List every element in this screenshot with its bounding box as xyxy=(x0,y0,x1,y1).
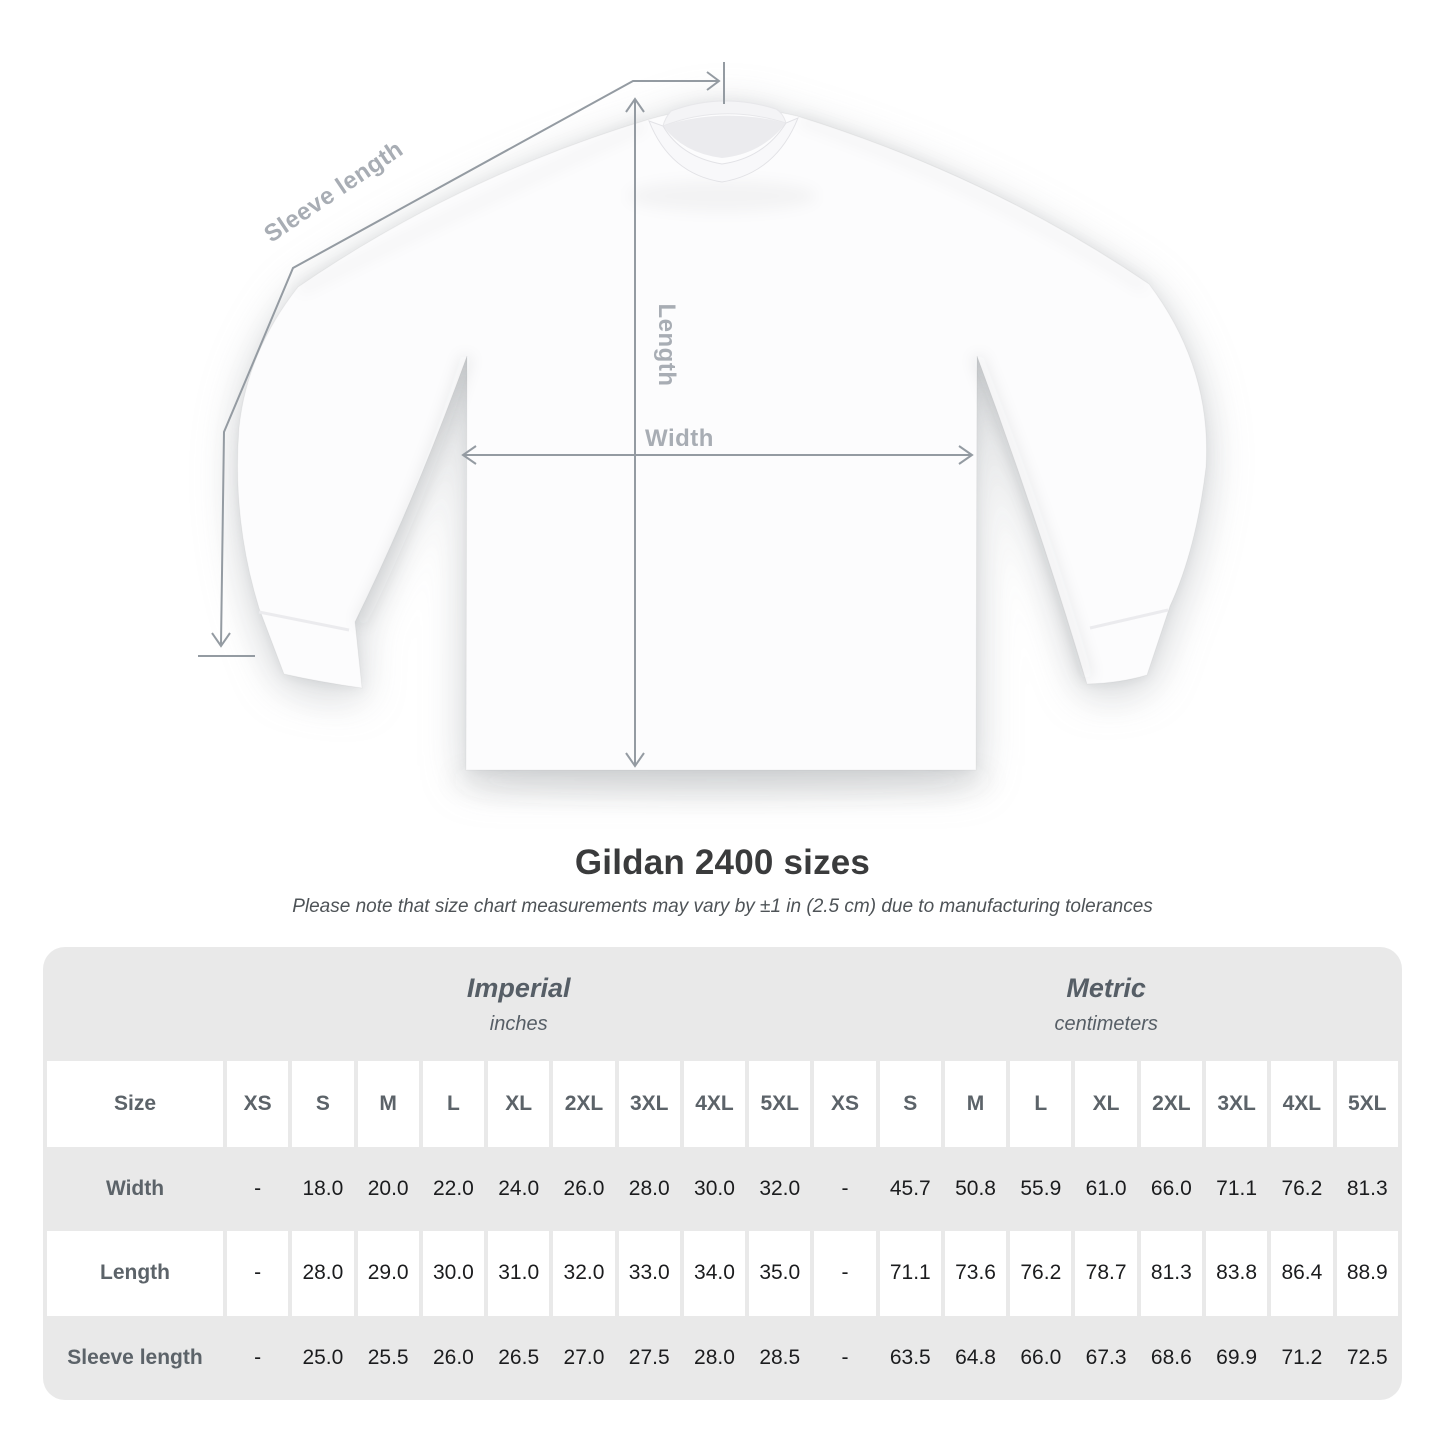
metric-value: 69.9 xyxy=(1216,1345,1258,1369)
imperial-value: 28.0 xyxy=(292,1231,353,1315)
metric-value: 83.8 xyxy=(1206,1231,1267,1315)
measurement-label: Width xyxy=(105,1177,165,1201)
metric-unit: centimeters xyxy=(1054,1012,1158,1035)
table-body xyxy=(47,1147,1398,1400)
metric-value: 76.2 xyxy=(1010,1231,1071,1315)
metric-value: 64.8 xyxy=(955,1345,996,1369)
imperial-value: 28.0 xyxy=(694,1345,735,1369)
metric-value: 72.5 xyxy=(1346,1345,1388,1369)
imperial-value: - xyxy=(254,1345,262,1369)
size-header-metric: 5XL xyxy=(1337,1061,1398,1147)
size-header-metric: 4XL xyxy=(1271,1061,1332,1147)
imperial-value: 32.0 xyxy=(553,1231,614,1315)
tolerance-note: Please note that size chart measurements may vary by ±1 in (2.5 cm) due to manufacturing tolerances xyxy=(292,896,1153,917)
imperial-value: 27.5 xyxy=(628,1345,670,1369)
size-column-label: Size xyxy=(47,1061,223,1147)
size-header-metric: 3XL xyxy=(1206,1061,1267,1147)
size-header-metric: XL xyxy=(1075,1061,1136,1147)
shirt-illustration xyxy=(238,101,1207,770)
imperial-value: 18.0 xyxy=(302,1177,344,1201)
unit-band-row xyxy=(47,947,1398,1061)
size-header-imperial: 4XL xyxy=(684,1061,745,1147)
imperial-value: 22.0 xyxy=(432,1177,474,1201)
chart-heading xyxy=(0,843,1445,918)
metric-value: 81.3 xyxy=(1141,1231,1202,1315)
size-header-imperial: 5XL xyxy=(749,1061,810,1147)
metric-value: 73.6 xyxy=(945,1231,1006,1315)
imperial-value: 33.0 xyxy=(619,1231,680,1315)
imperial-value: 24.0 xyxy=(498,1177,540,1201)
imperial-value: 27.0 xyxy=(563,1345,605,1369)
metric-value: 68.6 xyxy=(1150,1345,1192,1369)
size-header-metric: L xyxy=(1010,1061,1071,1147)
size-header-metric: M xyxy=(945,1061,1006,1147)
size-header-imperial: 2XL xyxy=(553,1061,614,1147)
imperial-value: 29.0 xyxy=(358,1231,419,1315)
page-title: Gildan 2400 sizes xyxy=(574,843,871,882)
imperial-value: - xyxy=(254,1177,262,1201)
imperial-label: Imperial xyxy=(466,972,571,1003)
length-label: Length xyxy=(653,303,680,387)
metric-value: 76.2 xyxy=(1281,1177,1323,1201)
metric-value: 71.1 xyxy=(1216,1177,1258,1201)
metric-value: 71.1 xyxy=(880,1231,941,1315)
metric-value: 66.0 xyxy=(1020,1345,1062,1369)
size-header-imperial: S xyxy=(292,1061,353,1147)
imperial-value: 26.0 xyxy=(563,1177,605,1201)
imperial-band xyxy=(227,947,810,1061)
imperial-value: 28.5 xyxy=(759,1345,801,1369)
size-header-imperial: M xyxy=(358,1061,419,1147)
metric-value: 88.9 xyxy=(1337,1231,1398,1315)
metric-value: 86.4 xyxy=(1271,1231,1332,1315)
imperial-value: 26.5 xyxy=(498,1345,540,1369)
imperial-value: 28.0 xyxy=(628,1177,670,1201)
measurement-label: Sleeve length xyxy=(67,1345,203,1369)
metric-value: - xyxy=(841,1345,849,1369)
imperial-value: - xyxy=(227,1231,288,1315)
sleeve-length-label: Sleeve length xyxy=(259,135,409,249)
imperial-value: 25.5 xyxy=(367,1345,409,1369)
metric-value: 50.8 xyxy=(955,1177,996,1201)
size-header-imperial: L xyxy=(423,1061,484,1147)
imperial-value: 31.0 xyxy=(488,1231,549,1315)
metric-value: 66.0 xyxy=(1150,1177,1192,1201)
imperial-unit: inches xyxy=(489,1012,548,1035)
size-header-metric: XS xyxy=(814,1061,875,1147)
metric-value: 81.3 xyxy=(1346,1177,1388,1201)
metric-value: 71.2 xyxy=(1281,1345,1323,1369)
metric-value: 55.9 xyxy=(1020,1177,1062,1201)
measurement-row xyxy=(47,1231,1398,1315)
size-table xyxy=(43,947,1402,1400)
size-header-metric: 2XL xyxy=(1141,1061,1202,1147)
metric-value: - xyxy=(814,1231,875,1315)
size-header-row xyxy=(47,1061,1398,1147)
size-header-imperial: 3XL xyxy=(619,1061,680,1147)
metric-value: 45.7 xyxy=(889,1177,931,1201)
size-header-imperial: XL xyxy=(488,1061,549,1147)
measurement-label: Length xyxy=(47,1231,223,1315)
measurement-row xyxy=(47,1316,1398,1400)
width-label: Width xyxy=(645,425,714,452)
imperial-value: 35.0 xyxy=(749,1231,810,1315)
metric-value: 63.5 xyxy=(889,1345,931,1369)
metric-label: Metric xyxy=(1066,972,1146,1003)
imperial-value: 30.0 xyxy=(423,1231,484,1315)
band-corner-cell xyxy=(47,947,223,1061)
imperial-value: 26.0 xyxy=(432,1345,474,1369)
size-header-metric: S xyxy=(880,1061,941,1147)
size-header-imperial: XS xyxy=(227,1061,288,1147)
metric-value: - xyxy=(841,1177,849,1201)
imperial-value: 30.0 xyxy=(694,1177,735,1201)
imperial-value: 20.0 xyxy=(367,1177,409,1201)
imperial-value: 34.0 xyxy=(684,1231,745,1315)
imperial-value: 32.0 xyxy=(759,1177,801,1201)
metric-value: 78.7 xyxy=(1075,1231,1136,1315)
imperial-value: 25.0 xyxy=(302,1345,344,1369)
metric-value: 61.0 xyxy=(1085,1177,1127,1201)
metric-band xyxy=(814,947,1398,1061)
size-table-container xyxy=(43,947,1402,1400)
metric-value: 67.3 xyxy=(1085,1345,1127,1369)
measurement-row xyxy=(47,1147,1398,1231)
